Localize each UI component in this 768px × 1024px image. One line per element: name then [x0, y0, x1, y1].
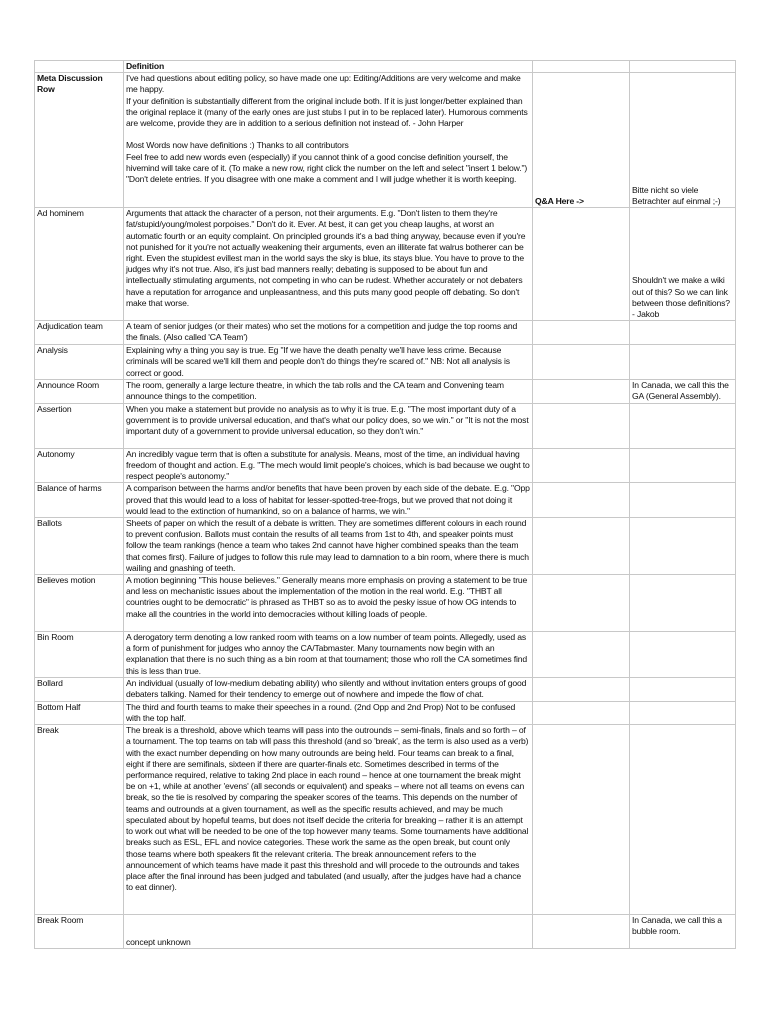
note-cell[interactable]: Shouldn't we make a wiki out of this? So we can link between those definitions? - Jakob — [630, 208, 736, 321]
definition-cell[interactable]: When you make a statement but provide no analysis as to why it is true. E.g. "The most important duty of a government is to provide universal education, and that's what our policy does, so we win." or "It is not the most important duty of a government to provide universal education, so they don't win." — [124, 403, 533, 448]
definition-cell[interactable]: An individual (usually of low-medium debating ability) who silently and without invitation enters groups of good debaters talking. Named for their tendency to emerge out of nowhere and impede the flow of chat. — [124, 677, 533, 701]
note-cell[interactable] — [630, 518, 736, 575]
qa-cell[interactable] — [533, 483, 630, 518]
term-cell[interactable]: Announce Room — [35, 379, 124, 403]
table-row — [35, 915, 736, 949]
table-row — [35, 575, 736, 632]
note-cell[interactable] — [630, 677, 736, 701]
qa-cell[interactable] — [533, 725, 630, 915]
note-cell[interactable] — [630, 321, 736, 345]
term-cell[interactable]: Balance of harms — [35, 483, 124, 518]
definition-cell[interactable]: A comparison between the harms and/or benefits that have been proven by each side of the debate. E.g. "Opp proved that this would lead to a loss of habitat for lesser-spotted-tree-frogs, but we proved that not doing it would lead to the extinction of humankind, so on a balance of harms, we win." — [124, 483, 533, 518]
definition-cell[interactable]: A team of senior judges (or their mates) who set the motions for a competition and judge the top rooms and the finals. (Also called 'CA Team') — [124, 321, 533, 345]
definition-cell[interactable]: The room, generally a large lecture theatre, in which the tab rolls and the CA team and Convening team announce things to the competition. — [124, 379, 533, 403]
table-row — [35, 632, 736, 678]
term-cell[interactable]: Bottom Half — [35, 701, 124, 724]
header-term-cell[interactable] — [35, 61, 124, 73]
definition-cell[interactable]: A motion beginning "This house believes." Generally means more emphasis on proving a statement to be true and less on mechanistic issues about the implementation of the motion in the real world. E.g. "THBT all countries ought to be democratic" is phrased as THBT so as to avoid the pesky issue of how OG intends to make all the countries in the world into democracies without killing loads of people. — [124, 575, 533, 632]
glossary-sheet — [34, 60, 736, 949]
header-definition-cell[interactable]: Definition — [124, 61, 533, 73]
term-cell[interactable]: Break — [35, 725, 124, 915]
definition-cell[interactable]: Arguments that attack the character of a person, not their arguments. E.g. "Don't listen to them they're fat/stupid/young/molest porpoises." Don't do it. Ever. At best, it can get you cheap laughs, at worst an automatic fourth or an equity complaint. On principled grounds it's a bad thing anyway, because even if you're not punished for it you're not actually weakening their arguments, even an illiterate fat walrus botherer can be right. Even the stupidest evillest man in the world says the sky is blue, its stays blue. You have to prove to the judges why it's not true. Also, it's just bad manners really; debating is supposed to be about fun and intellectually stimulating arguments, not competing in who can be rudest. Whether accurately or not debaters have a reputation for arrogance and unpleasantness, and this puts many good people off debating. So don't make that worse. — [124, 208, 533, 321]
definition-cell[interactable]: A derogatory term denoting a low ranked room with teams on a low number of team points. Allegedly, used as a form of punishment for judges who annoy the CA/Tabmaster. Many tournaments now begin with an explanation that there is no such thing as a bin room at that tournament; those who roll the CA sometimes find this is less than true. — [124, 632, 533, 678]
note-cell[interactable] — [630, 632, 736, 678]
note-cell[interactable] — [630, 725, 736, 915]
table-row — [35, 379, 736, 403]
qa-cell[interactable] — [533, 403, 630, 448]
table-row — [35, 483, 736, 518]
term-cell[interactable]: Meta Discussion Row — [35, 73, 124, 208]
qa-cell[interactable] — [533, 632, 630, 678]
term-cell[interactable]: Bin Room — [35, 632, 124, 678]
table-row — [35, 321, 736, 345]
table-row — [35, 677, 736, 701]
qa-cell[interactable] — [533, 448, 630, 483]
qa-cell[interactable] — [533, 379, 630, 403]
term-cell[interactable]: Adjudication team — [35, 321, 124, 345]
term-cell[interactable]: Ad hominem — [35, 208, 124, 321]
qa-cell[interactable] — [533, 208, 630, 321]
qa-cell[interactable] — [533, 345, 630, 380]
definition-cell[interactable]: Sheets of paper on which the result of a debate is written. They are sometimes different colours in each round to prevent confusion. Ballots must contain the results of all teams from 1st to 4th, and speaker points must follow the team rankings (hence a team who takes 2nd cannot have higher combined speaks than the team that comes first). Failure of judges to follow this rule may lead to damnation to a bin room, where there is much wailing and gnashing of teeth. — [124, 518, 533, 575]
note-cell[interactable] — [630, 483, 736, 518]
term-cell[interactable]: Autonomy — [35, 448, 124, 483]
note-cell[interactable]: In Canada, we call this the GA (General Assembly). — [630, 379, 736, 403]
term-cell[interactable]: Assertion — [35, 403, 124, 448]
definition-cell[interactable]: The third and fourth teams to make their speeches in a round. (2nd Opp and 2nd Prop) Not to be confused with the top half. — [124, 701, 533, 724]
header-row — [35, 61, 736, 73]
table-row — [35, 448, 736, 483]
table-row — [35, 208, 736, 321]
note-cell[interactable] — [630, 345, 736, 380]
note-cell[interactable] — [630, 448, 736, 483]
header-qa-cell[interactable] — [533, 61, 630, 73]
table-row — [35, 725, 736, 915]
note-cell[interactable]: In Canada, we call this a bubble room. — [630, 915, 736, 949]
note-cell[interactable] — [630, 701, 736, 724]
qa-cell[interactable] — [533, 518, 630, 575]
table-row — [35, 73, 736, 208]
table-row — [35, 345, 736, 380]
definition-cell[interactable]: The break is a threshold, above which teams will pass into the outrounds – semi-finals, finals and so forth – of a tournament. The top teams on tab will pass this threshold (and so 'break', as the term is also used as a verb) with the exact number depending on how many outrounds are being held. Four teams can break to a final, eight if there are semifinals, sixteen if there are quarter-finals etc. Sometimes described in terms of the performance required, relative to taking 2nd place in each round – hence at one tournament the break might be on +1, while at another 'evens' (all seconds or equivalent) and speaks – where not all teams on evens can break, so the tie is resolved by comparing the speaker scores of the teams. This depends on the number of teams and outrounds at a given tournament, as well as the specific results achieved, and may be much speculated about by hopeful teams, but does not itself decide the criteria for breaking – rather it is an attempt to work out what will be needed to be one of the top however many teams. Some tournaments have additional breaks such as ESL, EFL and novice categories. These work the same as the open break, but count only those teams where both speakers fit the relevant criteria. The break announcement refers to the announcement of which teams have made it past this threshold and will procede to the outrounds and takes place after the final inround has been judged and tabulated (and usually, after the judges have had a chance to eat dinner). — [124, 725, 533, 915]
qa-cell[interactable] — [533, 677, 630, 701]
note-cell[interactable]: Bitte nicht so viele Betrachter auf einmal ;-) — [630, 73, 736, 208]
header-note-cell[interactable] — [630, 61, 736, 73]
term-cell[interactable]: Believes motion — [35, 575, 124, 632]
term-cell[interactable]: Ballots — [35, 518, 124, 575]
qa-cell[interactable] — [533, 321, 630, 345]
qa-cell[interactable] — [533, 575, 630, 632]
note-cell[interactable] — [630, 575, 736, 632]
definition-cell[interactable]: concept unknown — [124, 915, 533, 949]
definition-cell[interactable]: I've had questions about editing policy, so have made one up: Editing/Additions are very welcome and make me happy. If your definition is substantially different from the original include both. If it is just longer/better explained than the original replace it (many of the early ones are just stubs I put in to be replaced later). Humorous comments are welcome, provide they are in addition to a serious definition not instead of. - John Harper Most Words now have definitions :) Thanks to all contributors Feel free to add new words even (especially) if you cannot think of a good concise definition yourself, the hivemind will take care of it. (To make a new row, right click the number on the left and select "insert 1 below.") "Don't delete entries. If you disagree with one make a comment and I will judge whether it is worth keeping. — [124, 73, 533, 208]
note-cell[interactable] — [630, 403, 736, 448]
term-cell[interactable]: Break Room — [35, 915, 124, 949]
qa-cell[interactable]: Q&A Here -> — [533, 73, 630, 208]
table-row — [35, 518, 736, 575]
table-row — [35, 403, 736, 448]
term-cell[interactable]: Analysis — [35, 345, 124, 380]
qa-cell[interactable] — [533, 915, 630, 949]
definition-cell[interactable]: Explaining why a thing you say is true. Eg "If we have the death penalty we'll have less crime. Because criminals will be scared we'll kill them and people don't do things they're scared of." NB: Not all analysis is correct or good. — [124, 345, 533, 380]
definition-cell[interactable]: An incredibly vague term that is often a substitute for analysis. Means, most of the time, an individual having freedom of thought and action. E.g. "The mech would limit people's choices, which is bad because we ought to respect people's autonomy." — [124, 448, 533, 483]
term-cell[interactable]: Bollard — [35, 677, 124, 701]
qa-cell[interactable] — [533, 701, 630, 724]
table-row — [35, 701, 736, 724]
